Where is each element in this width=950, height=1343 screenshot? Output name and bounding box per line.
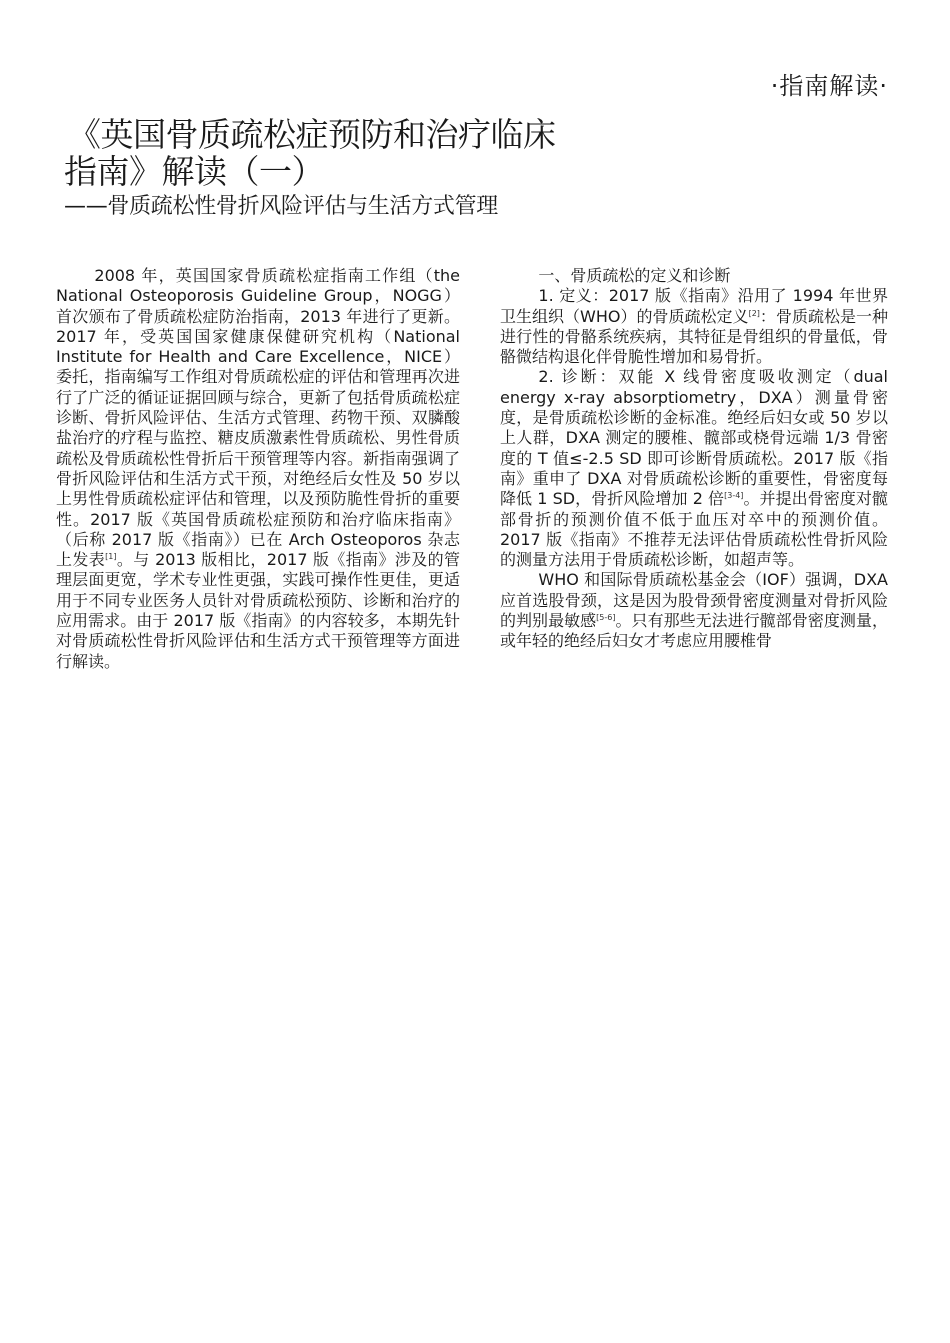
intro-text-part-1: 2008 年，英国国家骨质疏松症指南工作组（the National Osteoporosis Guideline Group，NOGG）首次颁布了骨质疏松症防治指南，2013 年进行了更新。2017 年，受英国国家健康保健研究机构（National Institute for Health and Care Excellence，NICE）委托，指南编写工作组对骨质疏松症的评估和管理再次进行了广泛的循证证据回顾与综合，更新了包括骨质疏松症诊断、骨折风险评估、生活方式管理、药物干预、双膦酸盐治疗的疗程与监控、糖皮质激素性骨质疏松、男性骨质疏松及骨质疏松性骨折后干预管理等内容。新指南强调了骨折风险评估和生活方式干预，对绝经后女性及 50 岁以上男性骨质疏松症评估和管理，以及预防脆性骨折的重要性。2017 版《英国骨质疏松症预防和治疗临床指南》（后称 2017 版《指南》）已在 Arch Osteoporos 杂志上发表 [56,266,460,570]
diagnosis-paragraph [500,367,888,570]
iof-text-part-1: WHO 和国际骨质疏松基金会（IOF）强调，DXA 应首选股骨颈，这是因为股骨颈骨密度测量对骨折风险的判别最敏感 [500,570,888,631]
definition-text-part-2: 卫生组织（WHO）的骨质疏松定义 [500,306,749,326]
reference-3-4[interactable]: [3-4] [724,491,744,501]
reference-1[interactable]: [1] [105,552,117,562]
iof-paragraph [500,570,888,651]
intro-paragraph [56,266,460,672]
section-heading-definition-diagnosis: 一、骨质疏松的定义和诊断 [538,266,731,285]
diagnosis-text-part-1: 2. 诊断：双能 X 线骨密度吸收测定（dual energy x-ray absorptiometry，DXA）测量骨密度，是骨质疏松诊断的金标准。绝经后妇女或 50 岁以上人群，DXA 测定的腰椎、髋部或桡骨远端 1/3 骨密度的 T 值≤-2.5 SD 即可诊断骨质疏松。2017 版《指南》重申了 DXA 对骨质疏松诊断的重要性，骨密度每降低 1 SD，骨折风险增加 2 倍 [500,367,888,509]
iof-text-part-2: 。只有那些无法进行髋部骨密度测量，或年轻的绝经后妇女才考虑应用腰椎骨 [500,611,888,651]
intro-text-part-2: 。与 2013 版相比，2017 版《指南》涉及的管理层面更宽，学术专业性更强，实践可操作性更佳，更适用于不同专业医务人员针对骨质疏松预防、诊断和治疗的应用需求。由于 2017 版《指南》的内容较多，本期先针对骨质疏松性骨折风险评估和生活方式干预管理等方面进行解读。 [56,550,460,671]
article-title-block [64,116,624,222]
article-subtitle: ——骨质疏松性骨折风险评估与生活方式管理 [64,194,499,219]
definition-paragraph [500,286,888,367]
reference-5-6[interactable]: [5-6] [596,613,616,623]
article-title-line-1: 《英国骨质疏松症预防和治疗临床 [68,115,556,154]
section-tag: ·指南解读· [770,72,888,100]
article-title-line-2: 指南》解读（一） [64,152,324,191]
left-column [56,266,460,672]
diagnosis-text-part-2: 。并提出骨密度对髋部骨折的预测价值不低于血压对卒中的预测价值。2017 版《指南》不推荐无法评估骨质疏松性骨折风险的测量方法用于骨质疏松诊断，如超声等。 [500,489,888,570]
right-column [500,266,888,652]
definition-text-part-3: ：骨质疏松是一种进行性的骨骼系统疾病，其特征是骨组织的骨量低，骨骼微结构退化伴骨脆性增加和易骨折。 [500,306,888,367]
reference-2[interactable]: [2] [748,308,760,318]
definition-text-part-1: 1. 定义：2017 版《指南》沿用了 1994 年世界 [538,286,888,306]
